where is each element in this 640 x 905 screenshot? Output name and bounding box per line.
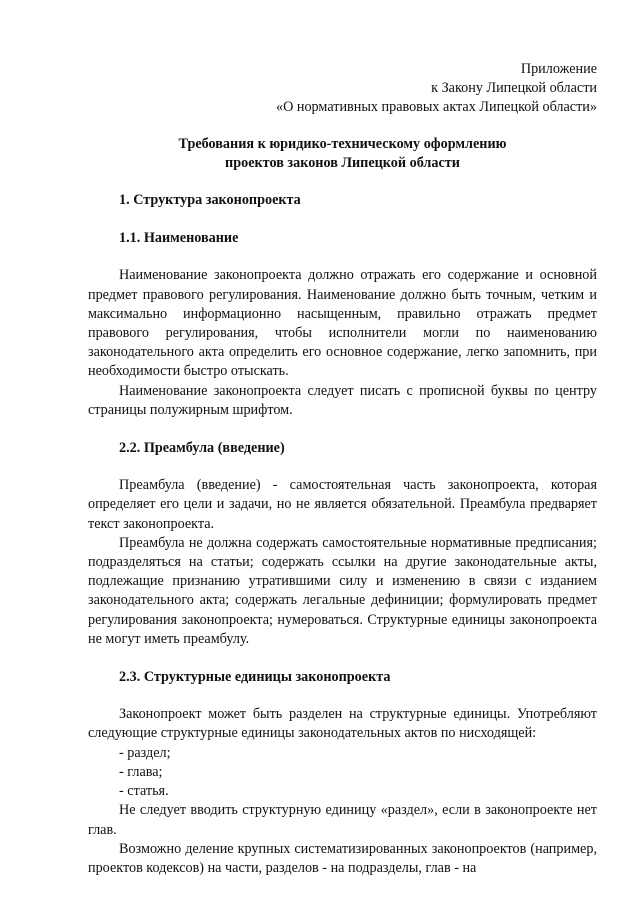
paragraph: Не следует вводить структурную единицу «раздел», если в законопроекте нет глав. [88,802,597,838]
paragraph: Преамбула не должна содержать самостоятельные нормативные предписания; подразделяться на статьи; содержать ссылки на другие законодательные акты, подлежащие признанию утратившими силу и изменению в связи с изданием законодательного акта; содержать легальные дефиниции; формулировать предмет регулирования законопроекта; нумероваться. Структурные единицы законопроекта не могут иметь преамбулу. [88,534,597,647]
section-2-3-body [88,705,597,878]
section-2-3-heading: 2.3. Структурные единицы законопроекта [119,669,391,686]
section-2-2-body [88,476,597,649]
section-1-1-body [88,266,597,420]
appendix-header [88,60,597,118]
list-item: - раздел; [119,744,171,761]
appendix-line-1: Приложение [520,61,597,77]
document-page [88,60,597,878]
list-item: - статья. [119,783,169,800]
paragraph: Законопроект может быть разделен на структурные единицы. Употребляют следующие структурные единицы законодательных актов по нисходящей: [88,706,597,742]
paragraph: Наименование законопроекта следует писать с прописной буквы по центру страницы полужирным шрифтом. [88,382,597,418]
document-title [88,135,597,173]
paragraph: Преамбула (введение) - самостоятельная часть законопроекта, которая определяет его цели и задачи, но не является обязательной. Преамбула предваряет текст законопроекта. [88,477,597,532]
appendix-line-2: к Закону Липецкой области [431,80,597,97]
document-title-line-2: проектов законов Липецкой области [225,154,460,171]
section-1-heading: 1. Структура законопроекта [119,192,301,209]
paragraph: Наименование законопроекта должно отражать его содержание и основной предмет правового регулирования. Наименование должно быть точным, четким и максимально информационно насыщенным, правильно отражать предмет правового регулирования, чтобы исполнители могли по наименованию законодательного акта определить его основное содержание, легко запомнить, при необходимости быстро отыскать. [88,267,597,380]
list-item: - глава; [119,763,163,780]
section-2-2-heading: 2.2. Преамбула (введение) [119,440,285,457]
section-1-1-heading: 1.1. Наименование [119,230,239,247]
document-title-line-1: Требования к юридико-техническому оформлению [178,135,507,152]
appendix-line-3: «О нормативных правовых актах Липецкой области» [275,99,597,116]
paragraph: Возможно деление крупных систематизированных законопроектов (например, проектов кодексов) на части, разделов - на подразделы, глав - на [88,840,597,876]
